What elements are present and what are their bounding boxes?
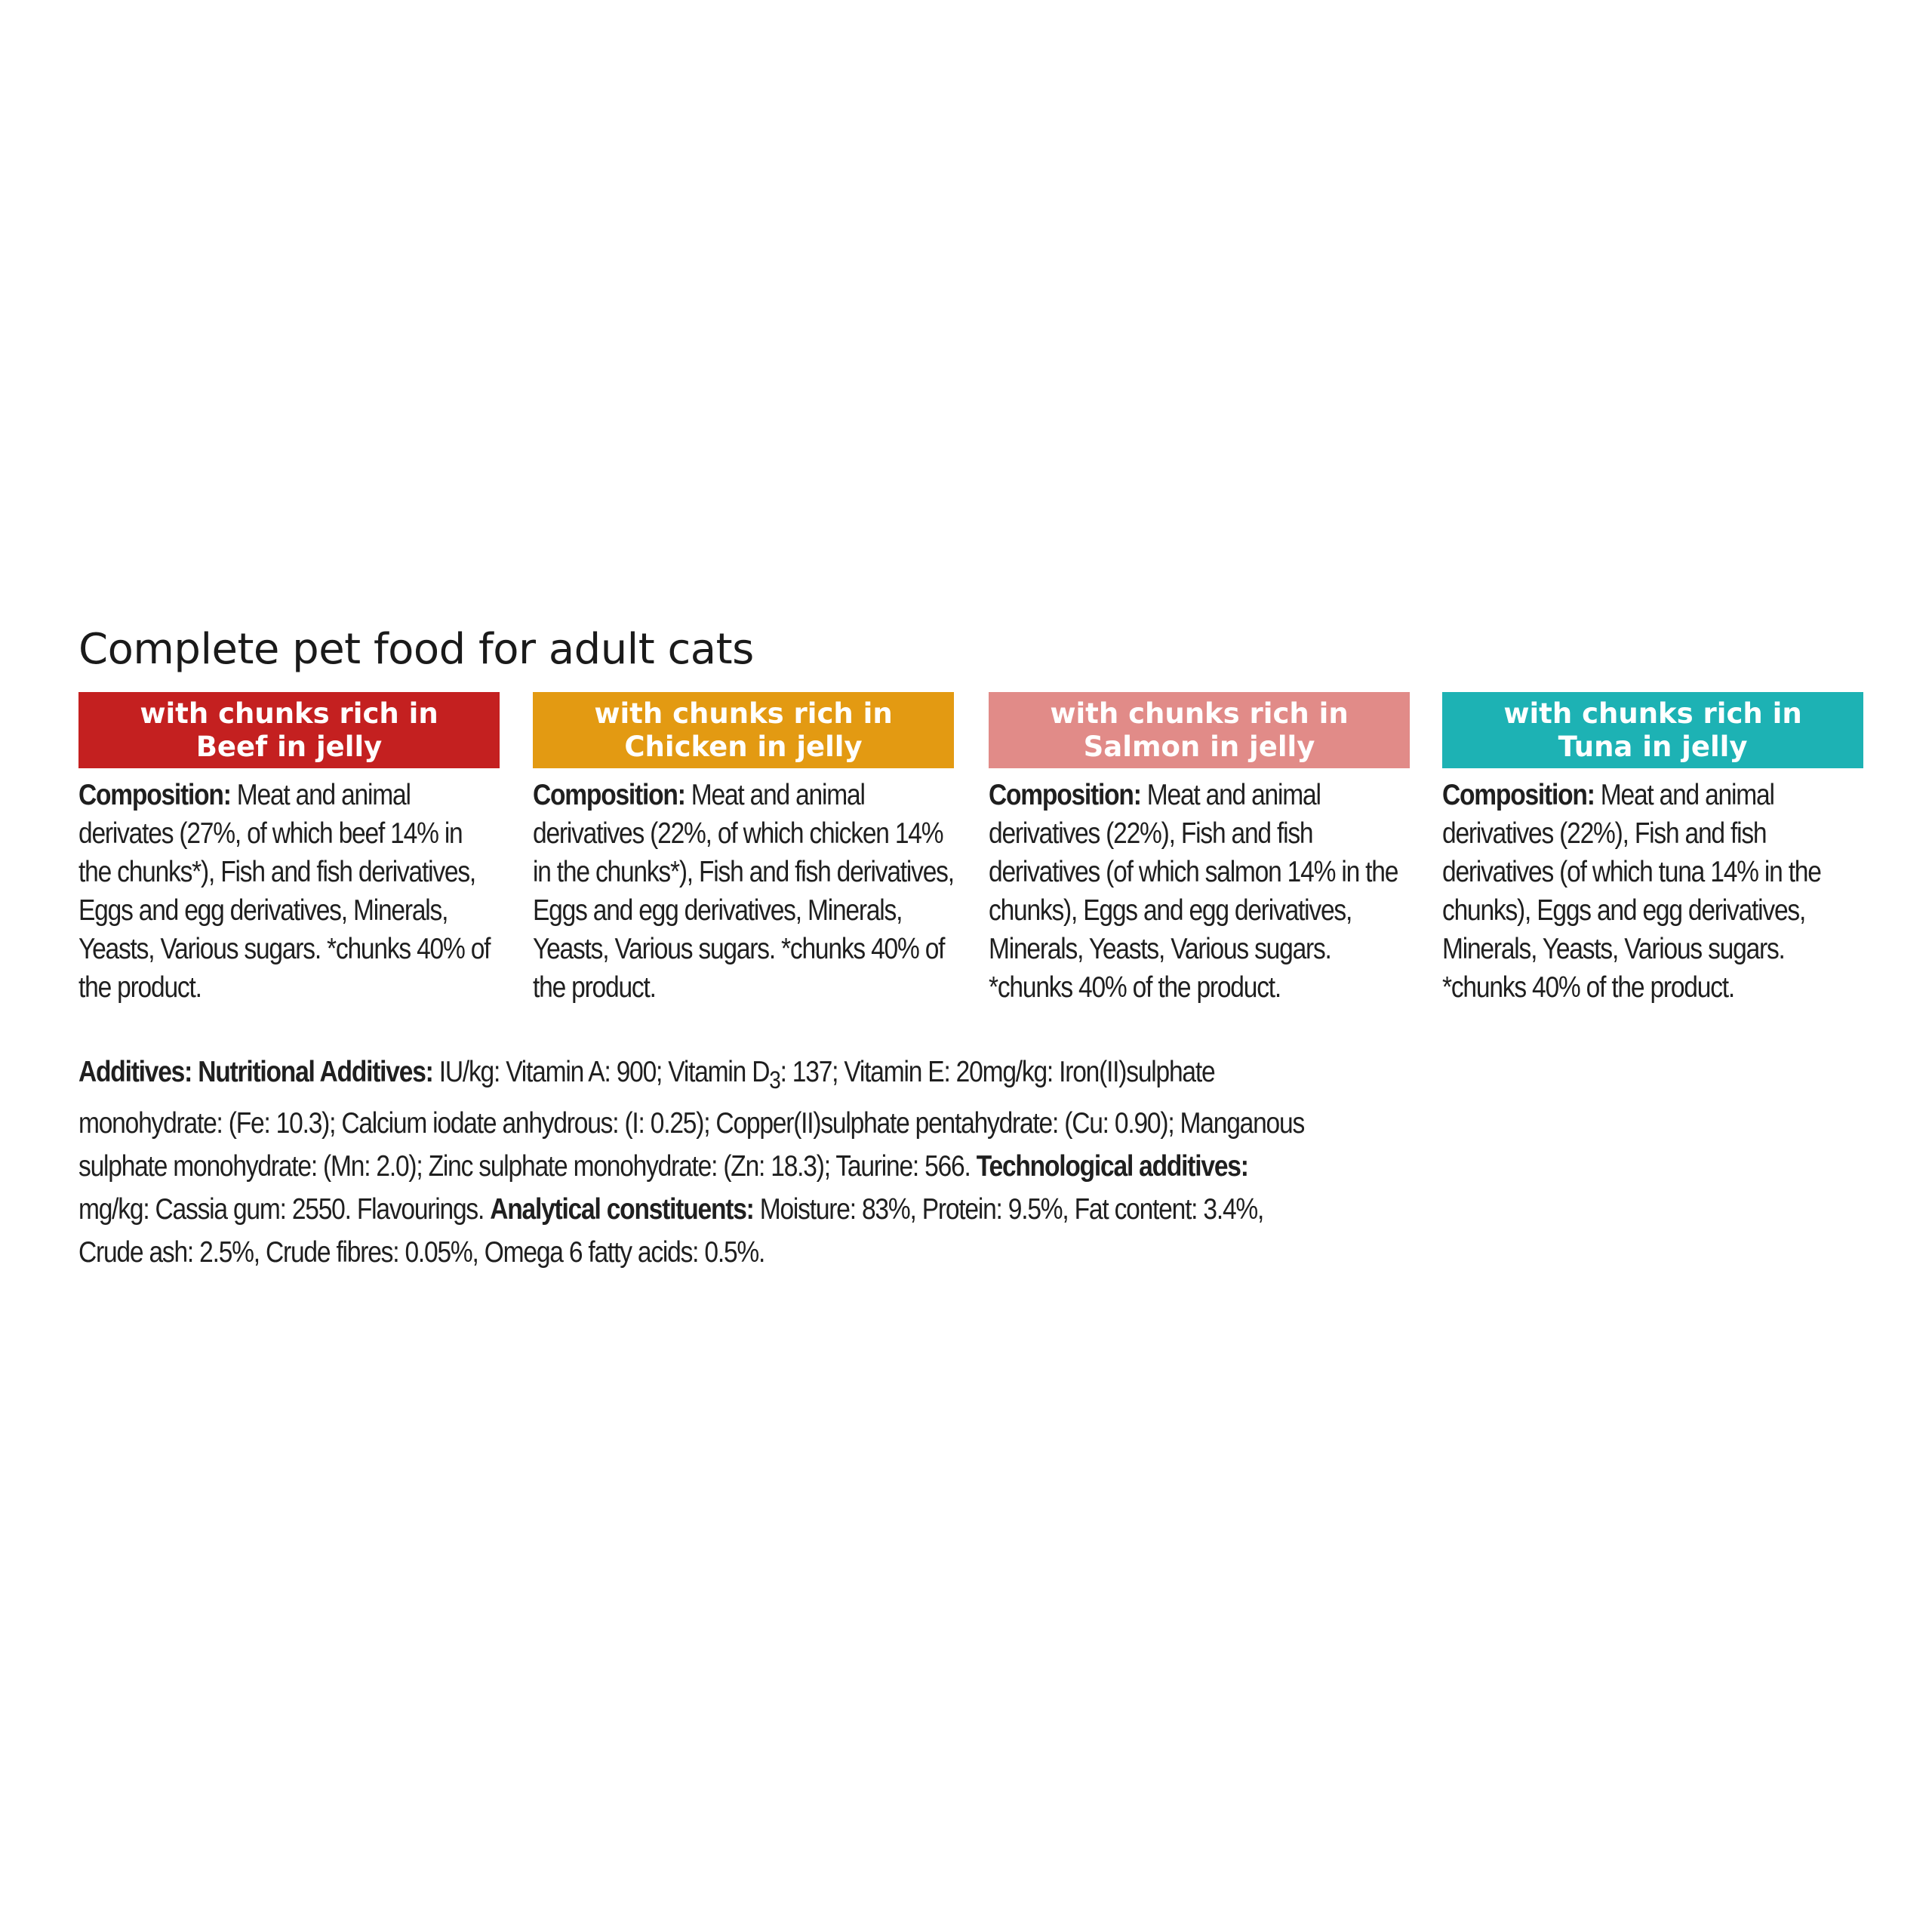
variant-banner-beef — [78, 692, 500, 768]
variant-tuna — [1442, 692, 1863, 1007]
composition-tuna — [1442, 776, 1864, 1007]
variant-chicken — [533, 692, 954, 1007]
composition-chicken — [533, 776, 955, 1007]
technological-additives-text: mg/kg: Cassia gum: 2550. Flavourings. — [78, 1192, 485, 1226]
composition-text: Meat and animal derivatives (22%), Fish and fish derivatives (of which tuna 14% in the chunks), Eggs and egg derivatives, Minerals, Yeasts, Various sugars. *chunks 40% of the product. — [1442, 779, 1821, 1004]
banner-line-1: with chunks rich in — [594, 697, 893, 730]
banner-line-1: with chunks rich in — [1503, 697, 1802, 730]
composition-label: Composition: — [1442, 779, 1595, 811]
page-title: Complete pet food for adult cats — [78, 625, 754, 674]
additives-label: Additives: — [78, 1056, 192, 1088]
composition-text: Meat and animal derivatives (22%), Fish and fish derivatives (of which salmon 14% in the chunks), Eggs and egg derivatives, Minerals, Yeasts, Various sugars. *chunks 40% of the product. — [989, 779, 1398, 1004]
vitamin-d-subscript: 3 — [769, 1066, 780, 1094]
variant-banner-salmon — [989, 692, 1410, 768]
banner-line-1: with chunks rich in — [140, 697, 438, 730]
composition-label: Composition: — [533, 779, 685, 811]
variant-banner-chicken — [533, 692, 954, 768]
composition-beef — [78, 776, 500, 1007]
banner-line-2: Chicken in jelly — [624, 730, 863, 763]
nutritional-additives-text: IU/kg: Vitamin A: 900; Vitamin D — [438, 1056, 770, 1088]
nutritional-additives-text-cont: : 137; Vitamin E: 20mg/kg: Iron(II)sulphate monohydrate: (Fe: 10.3); Calcium iodate anhydrous: (I: 0.25); Copper(II)sulphate pentahydrate: (Cu: 0.90); Manganous sulphate monohydrate: (Mn: 2.0); Zinc sulphate monohydrate: (Zn: 18.3); Taurine: 566. — [78, 1056, 1305, 1183]
analytical-constituents-label: Analytical constituents: — [490, 1192, 754, 1226]
composition-label: Composition: — [989, 779, 1141, 811]
composition-label: Composition: — [78, 779, 231, 811]
variant-banner-tuna — [1442, 692, 1863, 768]
analytical-constituents-text: Moisture: 83%, Protein: 9.5%, Fat content: 3.4%, Crude ash: 2.5%, Crude fibres: 0.05%, Omega 6 fatty acids: 0.5%. — [78, 1192, 1264, 1269]
composition-salmon — [989, 776, 1411, 1007]
nutritional-additives-label: Nutritional Additives: — [198, 1056, 433, 1088]
composition-text: Meat and animal derivatives (22%, of which chicken 14% in the chunks*), Fish and fish derivatives, Eggs and egg derivatives, Minerals, Yeasts, Various sugars. *chunks 40% of the product. — [533, 779, 954, 1004]
banner-line-2: Beef in jelly — [195, 730, 383, 763]
technological-additives-label: Technological additives: — [976, 1149, 1248, 1183]
banner-line-2: Tuna in jelly — [1558, 730, 1748, 763]
banner-line-2: Salmon in jelly — [1083, 730, 1315, 763]
additives-block — [78, 1051, 1324, 1274]
variant-beef — [78, 692, 500, 1007]
variant-salmon — [989, 692, 1410, 1007]
banner-line-1: with chunks rich in — [1050, 697, 1349, 730]
composition-text: Meat and animal derivates (27%, of which beef 14% in the chunks*), Fish and fish derivatives, Eggs and egg derivatives, Minerals, Yeasts, Various sugars. *chunks 40% of the product. — [78, 779, 491, 1004]
